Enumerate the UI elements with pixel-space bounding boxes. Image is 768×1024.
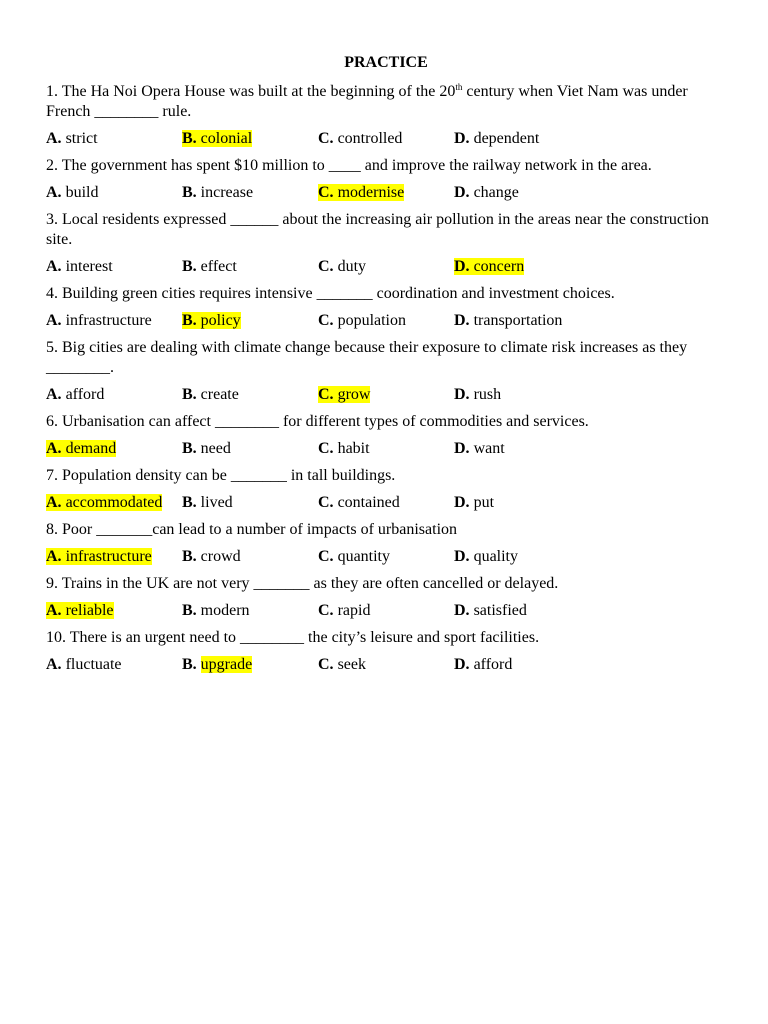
option-letter: D.	[454, 440, 470, 457]
option-c	[318, 601, 454, 621]
option-a	[46, 655, 182, 675]
option-content	[318, 312, 406, 329]
option-word: modernise	[337, 184, 405, 201]
option-content	[454, 656, 512, 673]
option-word: policy	[200, 312, 241, 329]
option-a	[46, 257, 182, 277]
option-letter: C.	[318, 656, 334, 673]
option-c	[318, 439, 454, 459]
question-6-text: 6. Urbanisation can affect ________ for different types of commodities and services.	[46, 413, 589, 430]
option-content	[318, 548, 390, 565]
option-letter: A.	[46, 548, 62, 565]
option-letter: B.	[182, 386, 197, 403]
option-content	[46, 494, 162, 511]
question-10-text: 10. There is an urgent need to ________ the city’s leisure and sport facilities.	[46, 629, 540, 646]
option-content	[318, 184, 404, 201]
option-b	[182, 493, 318, 513]
option-letter: A.	[46, 312, 62, 329]
question-9-text: 9. Trains in the UK are not very _______ as they are often cancelled or delayed.	[46, 575, 559, 592]
option-letter: D.	[454, 386, 470, 403]
option-d	[454, 385, 590, 405]
option-word: dependent	[473, 130, 540, 147]
option-content	[46, 440, 116, 457]
option-d	[454, 655, 590, 675]
option-letter: B.	[182, 130, 197, 147]
option-word: satisfied	[473, 602, 527, 619]
option-b	[182, 257, 318, 277]
option-word: rapid	[337, 602, 371, 619]
option-content	[454, 494, 494, 511]
question-4-text: 4. Building green cities requires intensive _______ coordination and investment choices.	[46, 285, 615, 302]
option-c	[318, 257, 454, 277]
option-word: duty	[337, 258, 367, 275]
option-letter: A.	[46, 130, 62, 147]
option-word: population	[337, 312, 406, 329]
option-content	[454, 548, 518, 565]
question-2-options	[46, 183, 726, 203]
option-c	[318, 129, 454, 149]
question-5-text: 5. Big cities are dealing with climate change because their exposure to climate risk increases as they ________.	[46, 339, 688, 376]
option-content	[182, 656, 252, 673]
option-b	[182, 129, 318, 149]
option-letter: C.	[318, 258, 334, 275]
option-c	[318, 183, 454, 203]
option-d	[454, 311, 590, 331]
option-c	[318, 655, 454, 675]
option-word: build	[65, 184, 99, 201]
option-c	[318, 493, 454, 513]
option-content	[454, 602, 527, 619]
option-b	[182, 655, 318, 675]
option-d	[454, 547, 590, 567]
option-letter: A.	[46, 386, 62, 403]
option-letter: D.	[454, 548, 470, 565]
option-a	[46, 311, 182, 331]
question-1-text: 1. The Ha Noi Opera House was built at the beginning of the 20th century when Viet Nam was under French ________ rule.	[46, 82, 688, 120]
option-word: lived	[200, 494, 233, 511]
option-content	[182, 184, 253, 201]
question-4-options	[46, 311, 726, 331]
question-3-text: 3. Local residents expressed ______ about the increasing air pollution in the areas near the construction site.	[46, 211, 709, 248]
option-b	[182, 311, 318, 331]
option-letter: B.	[182, 258, 197, 275]
option-b	[182, 385, 318, 405]
option-b	[182, 439, 318, 459]
option-content	[46, 386, 104, 403]
option-content	[318, 386, 370, 403]
option-content	[46, 548, 152, 565]
option-word: upgrade	[200, 656, 253, 673]
question-1-options	[46, 129, 726, 149]
option-letter: B.	[182, 494, 197, 511]
option-word: reliable	[65, 602, 114, 619]
option-content	[182, 258, 237, 275]
option-word: accommodated	[65, 494, 163, 511]
option-content	[182, 386, 239, 403]
option-letter: C.	[318, 386, 334, 403]
question-7-options	[46, 493, 726, 513]
option-word: rush	[473, 386, 502, 403]
option-letter: B.	[182, 184, 197, 201]
question-3-options	[46, 257, 726, 277]
option-d	[454, 183, 590, 203]
option-content	[318, 494, 400, 511]
option-c	[318, 385, 454, 405]
option-content	[318, 602, 370, 619]
option-content	[318, 440, 370, 457]
question-8-text: 8. Poor _______can lead to a number of impacts of urbanisation	[46, 521, 458, 538]
option-d	[454, 129, 590, 149]
option-content	[182, 602, 250, 619]
option-word: quantity	[337, 548, 390, 565]
option-content	[454, 440, 505, 457]
option-content	[182, 130, 252, 147]
option-a	[46, 493, 182, 513]
option-d	[454, 257, 590, 277]
question-9-options	[46, 601, 726, 621]
question-list	[46, 129, 726, 675]
question-2-text: 2. The government has spent $10 million to ____ and improve the railway network in the area.	[46, 157, 652, 174]
option-d	[454, 493, 590, 513]
option-word: seek	[337, 656, 366, 673]
option-word: effect	[200, 258, 237, 275]
option-word: modern	[200, 602, 250, 619]
question-10-options	[46, 655, 726, 675]
option-letter: D.	[454, 130, 470, 147]
option-letter: D.	[454, 494, 470, 511]
option-word: infrastructure	[65, 312, 152, 329]
option-letter: B.	[182, 602, 197, 619]
option-content	[46, 258, 113, 275]
question-6-options	[46, 439, 726, 459]
option-content	[182, 548, 241, 565]
option-word: quality	[473, 548, 518, 565]
option-letter: A.	[46, 258, 62, 275]
option-letter: B.	[182, 548, 197, 565]
option-letter: A.	[46, 602, 62, 619]
option-word: fluctuate	[65, 656, 122, 673]
option-word: habit	[337, 440, 370, 457]
option-word: put	[473, 494, 495, 511]
option-letter: B.	[182, 312, 197, 329]
option-letter: A.	[46, 656, 62, 673]
option-word: colonial	[200, 130, 253, 147]
option-letter: D.	[454, 656, 470, 673]
option-a	[46, 601, 182, 621]
option-word: strict	[65, 130, 98, 147]
option-word: concern	[473, 258, 525, 275]
option-content	[182, 312, 241, 329]
option-c	[318, 547, 454, 567]
option-content	[454, 386, 501, 403]
option-word: grow	[337, 386, 371, 403]
option-a	[46, 385, 182, 405]
option-content	[46, 312, 152, 329]
option-word: afford	[65, 386, 105, 403]
option-a	[46, 439, 182, 459]
question-8-options	[46, 547, 726, 567]
question-7-text: 7. Population density can be _______ in tall buildings.	[46, 467, 396, 484]
option-b	[182, 183, 318, 203]
option-letter: C.	[318, 440, 334, 457]
option-word: change	[473, 184, 519, 201]
page-title: PRACTICE	[344, 54, 428, 71]
option-d	[454, 439, 590, 459]
option-letter: D.	[454, 258, 470, 275]
option-content	[182, 440, 231, 457]
option-word: interest	[65, 258, 113, 275]
option-word: demand	[65, 440, 117, 457]
option-content	[318, 130, 402, 147]
option-letter: A.	[46, 184, 62, 201]
option-letter: D.	[454, 312, 470, 329]
option-letter: C.	[318, 602, 334, 619]
option-a	[46, 129, 182, 149]
option-letter: B.	[182, 656, 197, 673]
option-letter: D.	[454, 184, 470, 201]
option-letter: B.	[182, 440, 197, 457]
option-b	[182, 547, 318, 567]
option-letter: D.	[454, 602, 470, 619]
option-word: controlled	[337, 130, 403, 147]
option-c	[318, 311, 454, 331]
option-word: afford	[473, 656, 513, 673]
option-letter: A.	[46, 494, 62, 511]
option-d	[454, 601, 590, 621]
option-content	[46, 184, 98, 201]
option-letter: A.	[46, 440, 62, 457]
option-letter: C.	[318, 130, 334, 147]
option-word: crowd	[200, 548, 241, 565]
option-word: increase	[200, 184, 254, 201]
worksheet	[46, 52, 726, 682]
option-a	[46, 547, 182, 567]
option-word: want	[473, 440, 505, 457]
option-content	[454, 184, 519, 201]
option-word: transportation	[473, 312, 563, 329]
option-a	[46, 183, 182, 203]
option-b	[182, 601, 318, 621]
option-content	[46, 130, 98, 147]
option-letter: C.	[318, 184, 334, 201]
option-letter: C.	[318, 548, 334, 565]
option-content	[454, 312, 562, 329]
option-word: infrastructure	[65, 548, 152, 565]
question-5-options	[46, 385, 726, 405]
option-content	[454, 130, 539, 147]
option-content	[454, 258, 524, 275]
option-letter: C.	[318, 312, 334, 329]
option-letter: C.	[318, 494, 334, 511]
option-content	[46, 656, 122, 673]
option-content	[318, 656, 366, 673]
option-word: contained	[337, 494, 400, 511]
option-word: create	[200, 386, 239, 403]
option-content	[46, 602, 114, 619]
option-content	[318, 258, 366, 275]
option-word: need	[200, 440, 231, 457]
option-content	[182, 494, 233, 511]
